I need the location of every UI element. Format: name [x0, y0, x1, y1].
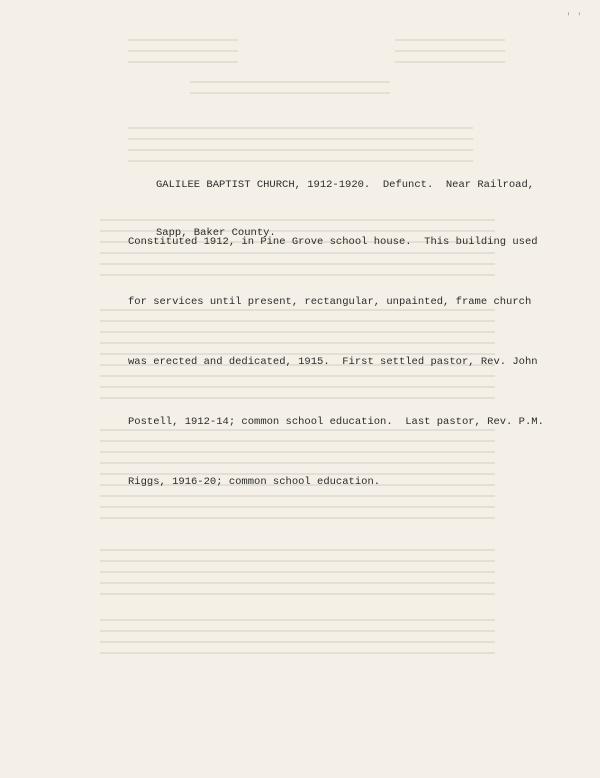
bleed-block	[100, 610, 495, 654]
heading-line: Sapp, Baker County.	[156, 227, 276, 239]
entry-body	[128, 192, 544, 532]
body-line: Riggs, 1916-20; common school education.	[128, 476, 381, 488]
heading-line: GALILEE BAPTIST CHURCH, 1912-1920. Defunct. Near Railroad,	[156, 179, 535, 191]
body-line: Constituted 1912, in Pine Grove school house. This building used	[128, 236, 538, 248]
bleed-block	[128, 30, 238, 63]
bleed-block	[100, 540, 495, 595]
body-line: for services until present, rectangular, unpainted, frame church	[128, 296, 532, 308]
body-line: was erected and dedicated, 1915. First settled pastor, Rev. John	[128, 356, 538, 368]
bleed-block	[190, 72, 390, 94]
corner-mark: ' '	[565, 12, 582, 22]
body-line: Postell, 1912-14; common school education. Last pastor, Rev. P.M.	[128, 416, 544, 428]
bleed-block	[395, 30, 505, 63]
